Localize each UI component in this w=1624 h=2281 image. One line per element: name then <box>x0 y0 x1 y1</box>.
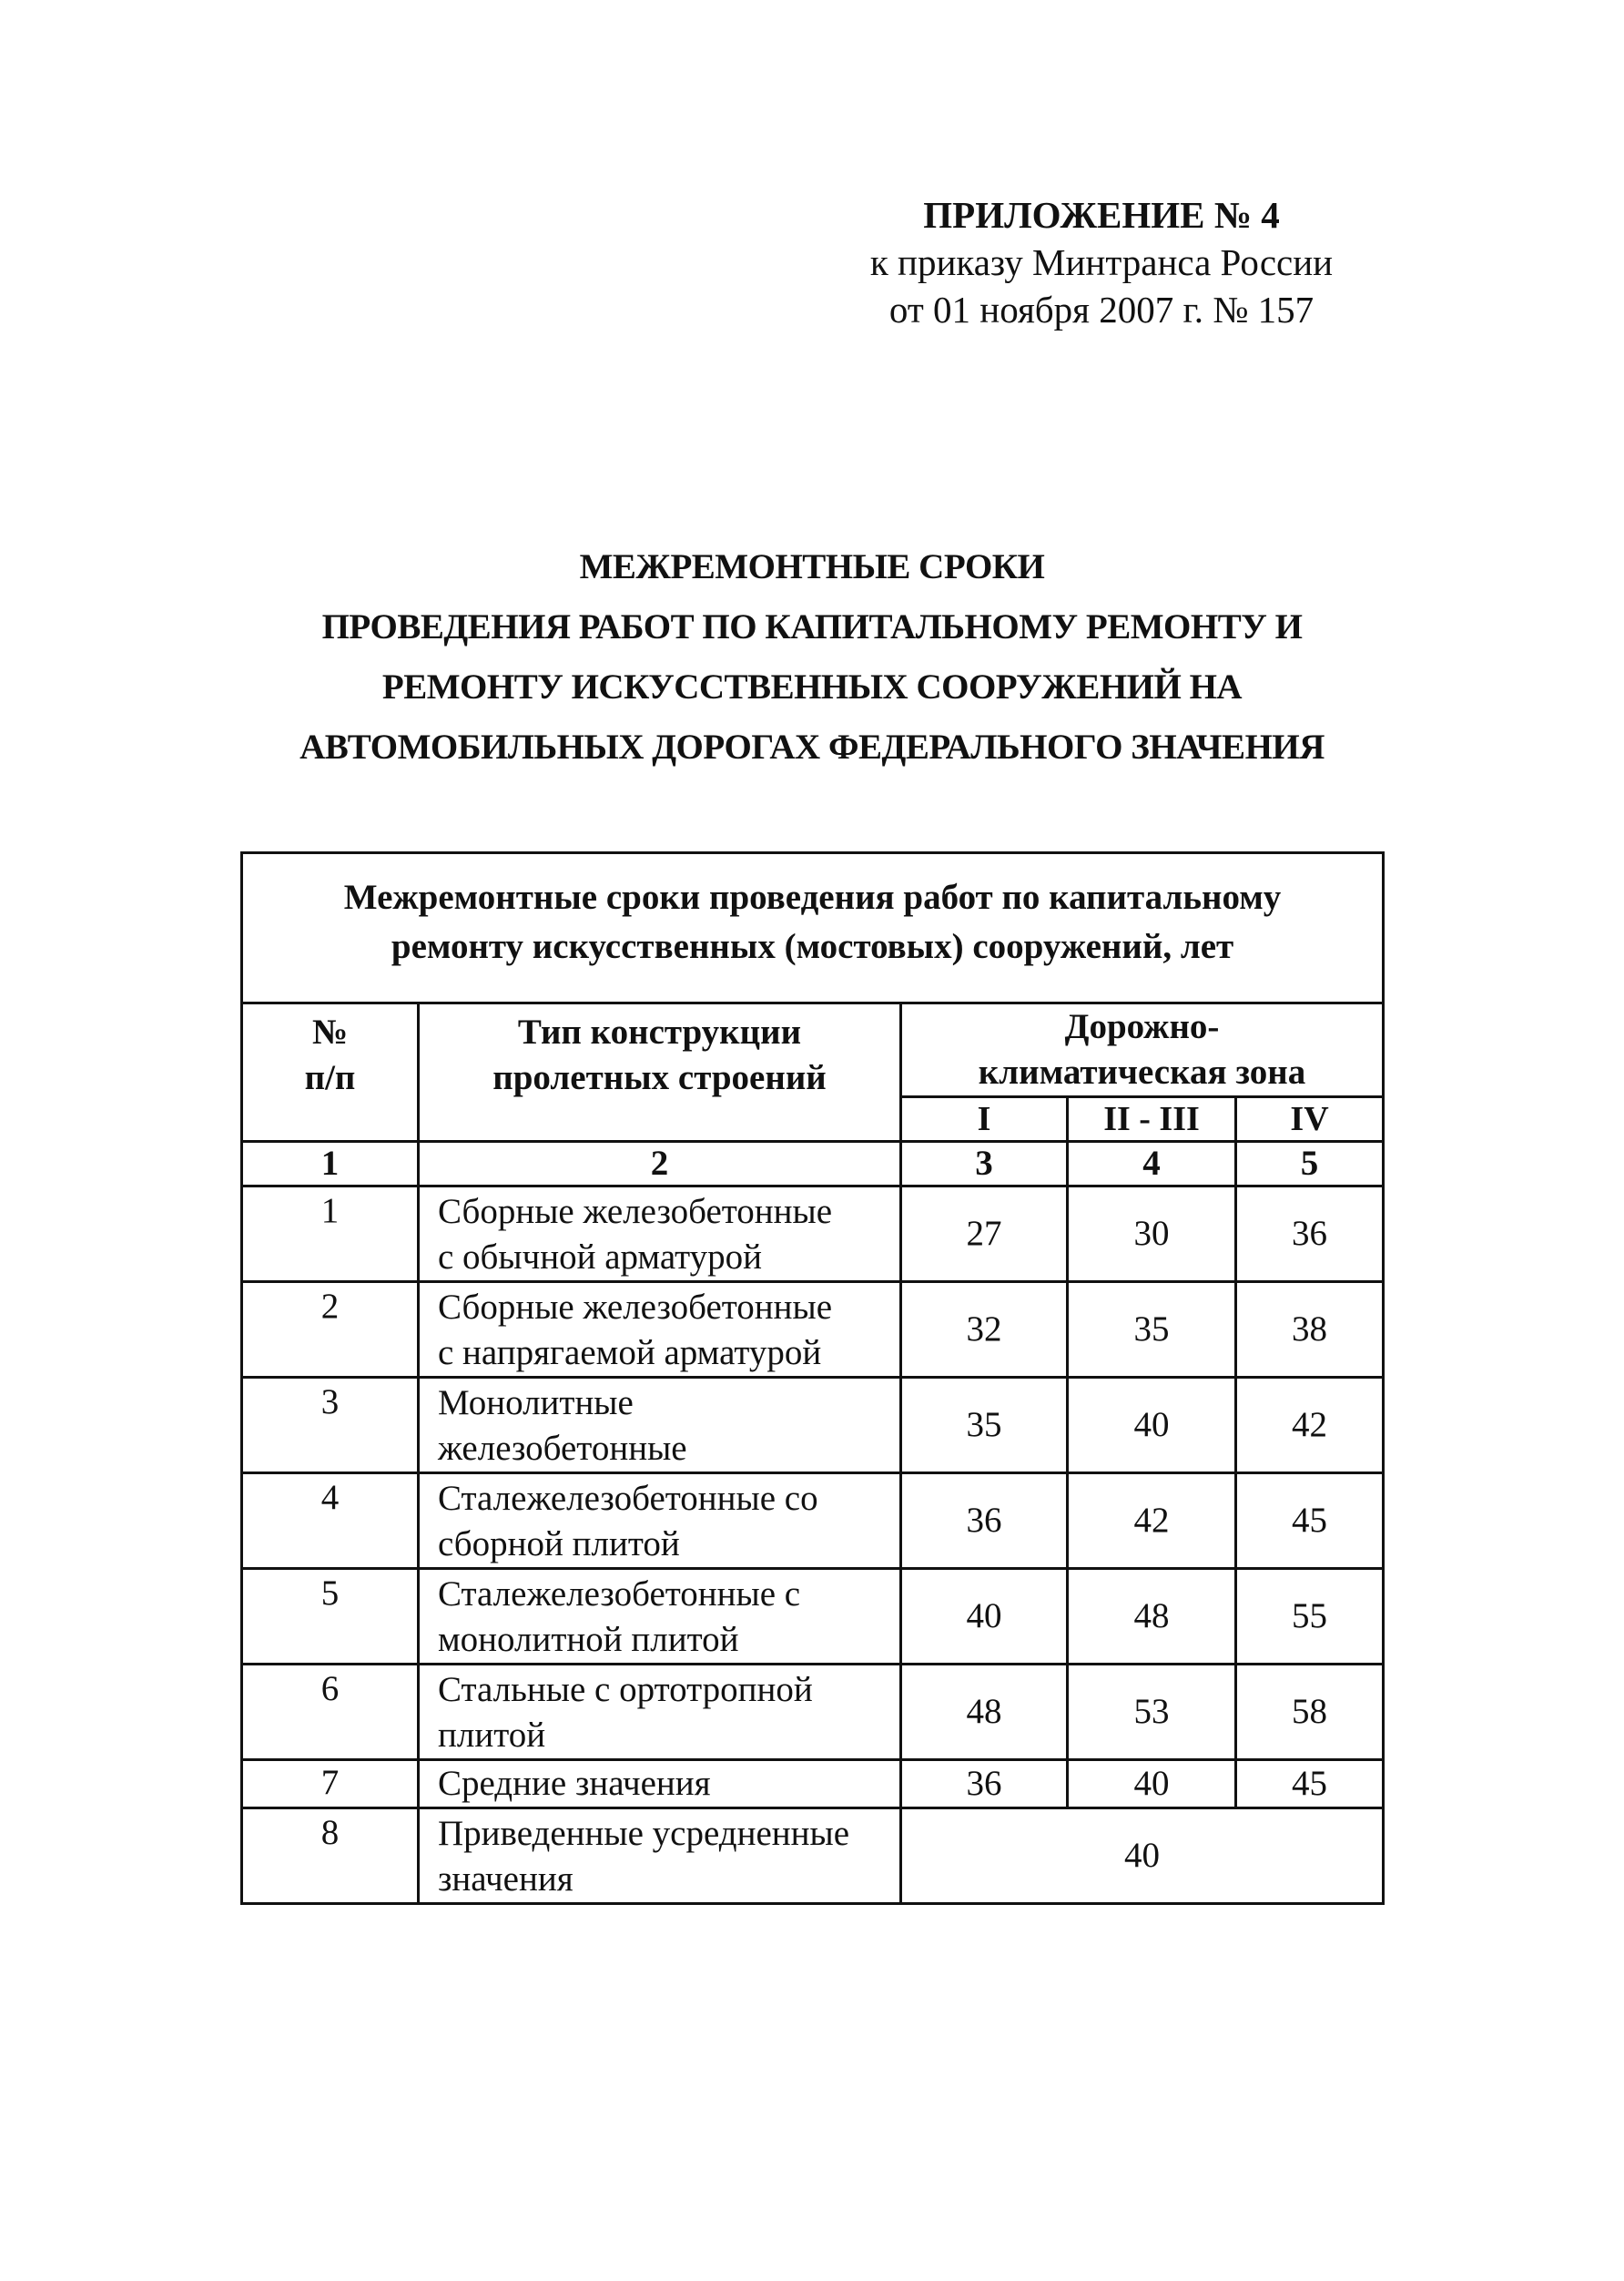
zone-iv: IV <box>1236 1097 1384 1142</box>
row-type-line: сборной плитой <box>438 1524 680 1563</box>
row-type <box>419 1473 901 1569</box>
header-num-line2: п/п <box>304 1058 356 1097</box>
row-type-line: монолитной плитой <box>438 1620 739 1659</box>
appendix-order-date: от 01 ноября 2007 г. № 157 <box>888 289 1314 331</box>
value-zone-ii-iii: 30 <box>1068 1186 1236 1282</box>
header-zone-line1: Дорожно- <box>1064 1007 1220 1046</box>
header-zone <box>901 1003 1384 1097</box>
row-number: 1 <box>242 1186 419 1282</box>
value-zone-i: 32 <box>901 1282 1068 1378</box>
column-number: 3 <box>901 1142 1068 1186</box>
row-type-line: плитой <box>438 1716 546 1755</box>
value-zone-iv: 36 <box>1236 1186 1384 1282</box>
row-type <box>419 1282 901 1378</box>
value-zone-ii-iii: 35 <box>1068 1282 1236 1378</box>
value-zone-iv: 45 <box>1236 1760 1384 1808</box>
row-type <box>419 1569 901 1665</box>
header-num <box>242 1003 419 1142</box>
appendix-block <box>819 191 1384 333</box>
table-row <box>242 1665 1384 1760</box>
caption-line: ремонту искусственных (мостовых) сооружений, лет <box>391 927 1234 966</box>
table-caption <box>242 853 1384 1003</box>
row-number: 2 <box>242 1282 419 1378</box>
table-row <box>242 1186 1384 1282</box>
header-num-line1: № <box>311 1013 349 1052</box>
column-number: 1 <box>242 1142 419 1186</box>
row-number: 3 <box>242 1378 419 1473</box>
table-row <box>242 1569 1384 1665</box>
value-zone-iv: 58 <box>1236 1665 1384 1760</box>
caption-line: Межремонтные сроки проведения работ по капитальному <box>343 878 1282 917</box>
title-line: ПРОВЕДЕНИЯ РАБОТ ПО КАПИТАЛЬНОМУ РЕМОНТУ И <box>321 607 1303 647</box>
title-line: АВТОМОБИЛЬНЫХ ДОРОГАХ ФЕДЕРАЛЬНОГО ЗНАЧЕНИЯ <box>299 728 1325 767</box>
value-zone-iv: 38 <box>1236 1282 1384 1378</box>
row-number: 4 <box>242 1473 419 1569</box>
row-type-line: Сборные железобетонные <box>438 1192 833 1231</box>
header-type-line2: пролетных строений <box>492 1058 827 1097</box>
row-type-line: Приведенные усредненные <box>438 1814 850 1853</box>
value-zone-iv: 42 <box>1236 1378 1384 1473</box>
value-zone-ii-iii: 40 <box>1068 1760 1236 1808</box>
row-type-line: с обычной арматурой <box>438 1237 763 1277</box>
row-type-line: Монолитные <box>438 1383 634 1422</box>
header-zone-line2: климатическая зона <box>978 1053 1306 1092</box>
row-type-line: Сталежелезобетонные со <box>438 1479 818 1518</box>
row-type-line: значения <box>438 1859 573 1899</box>
row-type <box>419 1378 901 1473</box>
column-number: 5 <box>1236 1142 1384 1186</box>
table-row <box>242 1473 1384 1569</box>
value-zone-ii-iii: 40 <box>1068 1378 1236 1473</box>
document-title <box>0 537 1624 778</box>
row-number: 7 <box>242 1760 419 1808</box>
value-zone-ii-iii: 48 <box>1068 1569 1236 1665</box>
value-zone-i: 36 <box>901 1760 1068 1808</box>
row-type <box>419 1665 901 1760</box>
value-zone-ii-iii: 53 <box>1068 1665 1236 1760</box>
value-zone-i: 40 <box>901 1569 1068 1665</box>
value-zone-i: 36 <box>901 1473 1068 1569</box>
row-type-line: Стальные с ортотропной <box>438 1670 813 1709</box>
row-type-line: железобетонные <box>438 1429 687 1468</box>
table-row <box>242 1378 1384 1473</box>
overhaul-intervals-table <box>240 851 1385 1905</box>
value-zone-iv: 55 <box>1236 1569 1384 1665</box>
header-type-line1: Тип конструкции <box>517 1013 802 1052</box>
row-type <box>419 1760 901 1808</box>
row-type-line: Сталежелезобетонные с <box>438 1574 801 1614</box>
appendix-heading: ПРИЛОЖЕНИЕ № 4 <box>923 194 1280 236</box>
zone-i: I <box>901 1097 1068 1142</box>
row-number: 8 <box>242 1808 419 1904</box>
row-type-line: Сборные железобетонные <box>438 1288 833 1327</box>
column-number: 2 <box>419 1142 901 1186</box>
value-zone-i: 35 <box>901 1378 1068 1473</box>
row-type <box>419 1186 901 1282</box>
value-zone-i: 27 <box>901 1186 1068 1282</box>
table-row <box>242 1282 1384 1378</box>
row-type-line: Средние значения <box>438 1764 711 1803</box>
zone-ii-iii: II - III <box>1068 1097 1236 1142</box>
row-type <box>419 1808 901 1904</box>
row-number: 6 <box>242 1665 419 1760</box>
column-number: 4 <box>1068 1142 1236 1186</box>
value-zone-ii-iii: 42 <box>1068 1473 1236 1569</box>
table-row <box>242 1808 1384 1904</box>
row-number: 5 <box>242 1569 419 1665</box>
table-row <box>242 1760 1384 1808</box>
title-line: МЕЖРЕМОНТНЫЕ СРОКИ <box>579 547 1045 586</box>
header-type <box>419 1003 901 1142</box>
value-zone-i: 48 <box>901 1665 1068 1760</box>
value-zone-iv: 45 <box>1236 1473 1384 1569</box>
value-merged: 40 <box>901 1808 1384 1904</box>
row-type-line: с напрягаемой арматурой <box>438 1333 822 1372</box>
title-line: РЕМОНТУ ИСКУССТВЕННЫХ СООРУЖЕНИЙ НА <box>381 667 1243 707</box>
appendix-order-ref: к приказу Минтранса России <box>869 241 1334 283</box>
